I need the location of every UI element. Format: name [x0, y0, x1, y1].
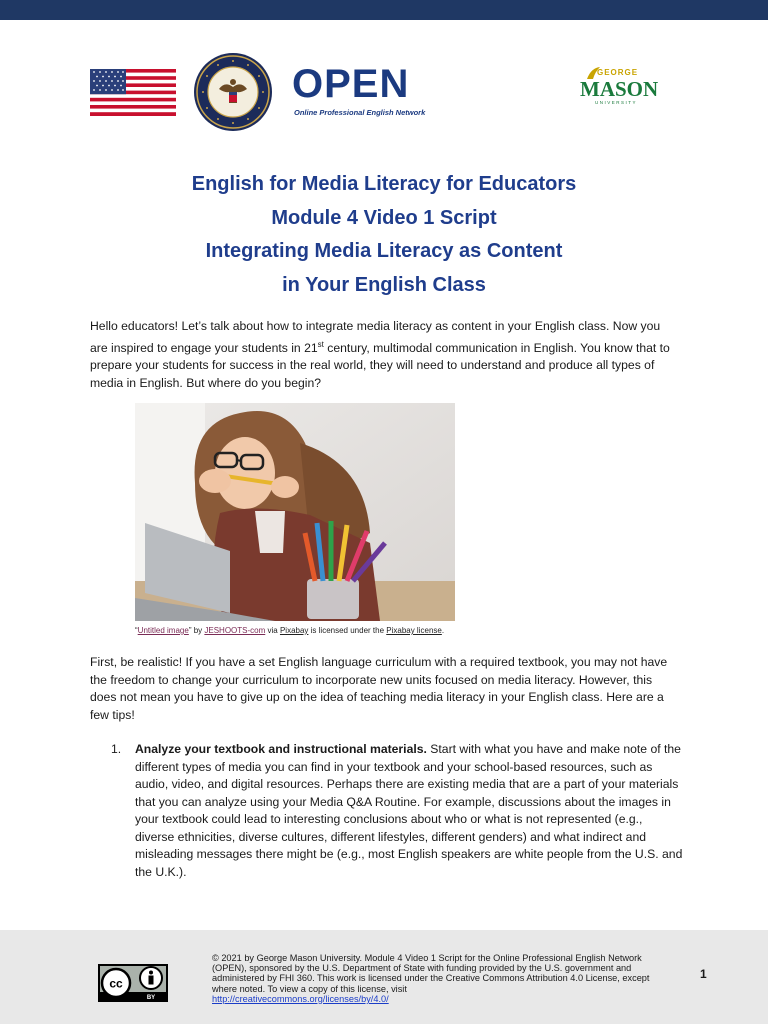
woman-at-laptop-photo — [135, 403, 455, 621]
by-badge-label: BY — [146, 995, 156, 1001]
caption-end: . — [441, 626, 445, 635]
gmu-george-text: GEORGE — [597, 68, 639, 77]
title-line-2: Module 4 Video 1 Script — [271, 206, 497, 229]
footer-copyright: © 2021 by George Mason University. Module 4 Video 1 Script for the Online Professional English Network (OPEN), sponsored by the U.S. Department of State with funding provided by the U.S. government and administered by FHI 360. This work is licensed under the Creative Commons Attribution 4.0 License, except where noted. To view a copy of this license, visit — [212, 953, 650, 994]
page-number: 1 — [700, 967, 707, 981]
title-line-3: Integrating Media Literacy as Content — [205, 240, 563, 262]
realistic-paragraph: First, be realistic! If you have a set English language curriculum with a required textbook, you may not have the freedom to change your curriculum to incorporate new units focused on media literacy. However, this does not mean you have to give up on the idea of teaching media literacy in your English class. Here are a few tips! — [90, 655, 668, 722]
title-line-4: in Your English Class — [282, 273, 486, 296]
george-mason-logo — [579, 64, 659, 106]
caption-image-link[interactable]: Untitled image — [137, 626, 189, 635]
footer-license-text — [212, 953, 652, 1004]
open-logo — [292, 64, 427, 120]
intro-superscript: st — [317, 339, 324, 349]
list-heading: Analyze your textbook and instructional materials. — [135, 742, 427, 756]
caption-by: ” by — [188, 626, 205, 635]
open-logo-word: OPEN — [292, 62, 410, 106]
cc-badge-label: cc — [109, 976, 123, 991]
gmu-university-text: UNIVERSITY — [595, 100, 638, 105]
caption-via: via — [265, 626, 280, 635]
top-banner-bar — [0, 0, 768, 20]
document-title — [100, 168, 668, 302]
intro-text-1: Hello educators! Let’s talk about how to integrate media literacy as content in your English class. Now you are inspired to engage your students in 21 — [90, 319, 661, 355]
caption-author-link[interactable]: JESHOOTS-com — [204, 626, 266, 635]
list-number: 1. — [111, 742, 122, 756]
caption-licensed: is licensed under the — [308, 626, 387, 635]
list-text: Start with what you have and make note of the different types of media you can find in your textbook and your school-based resources, such as audio, video, and digital resources. Perhaps there are existing media that are a part of your materials that you can analyze using your Media Q&A Routine. For example, discussions about the images in your textbook could lead to interesting conclusions about who or what is not represented (e.g., diverse ethnicities, diverse cultures, different lifestyles, different genders) and what indirect and misleading messages there might be (e.g., most English speakers are white people from the U.S. and the U.K.). — [135, 742, 683, 879]
caption-license-link[interactable]: Pixabay license — [386, 626, 442, 635]
intro-text-2: century, multimodal communication in English. You know that to prepare your students for success in the real world, they will need to understand and produce all types of media in English. But where do you begin? — [90, 340, 670, 390]
open-logo-tagline: Online Professional English Network — [294, 108, 426, 117]
caption-source-link[interactable]: Pixabay — [279, 626, 309, 635]
gmu-mason-text: MASON — [580, 77, 659, 101]
list-body — [135, 741, 683, 881]
image-caption — [135, 626, 444, 635]
intro-paragraph — [90, 318, 680, 392]
title-line-1: English for Media Literacy for Educators — [191, 173, 577, 195]
license-link[interactable]: http://creativecommons.org/licenses/by/4.0/ — [212, 993, 389, 1004]
cc-by-license-badge-icon — [98, 964, 168, 1002]
department-of-state-seal-icon — [193, 51, 273, 133]
caption-quote: “ — [135, 626, 138, 635]
us-flag-icon — [90, 69, 176, 116]
